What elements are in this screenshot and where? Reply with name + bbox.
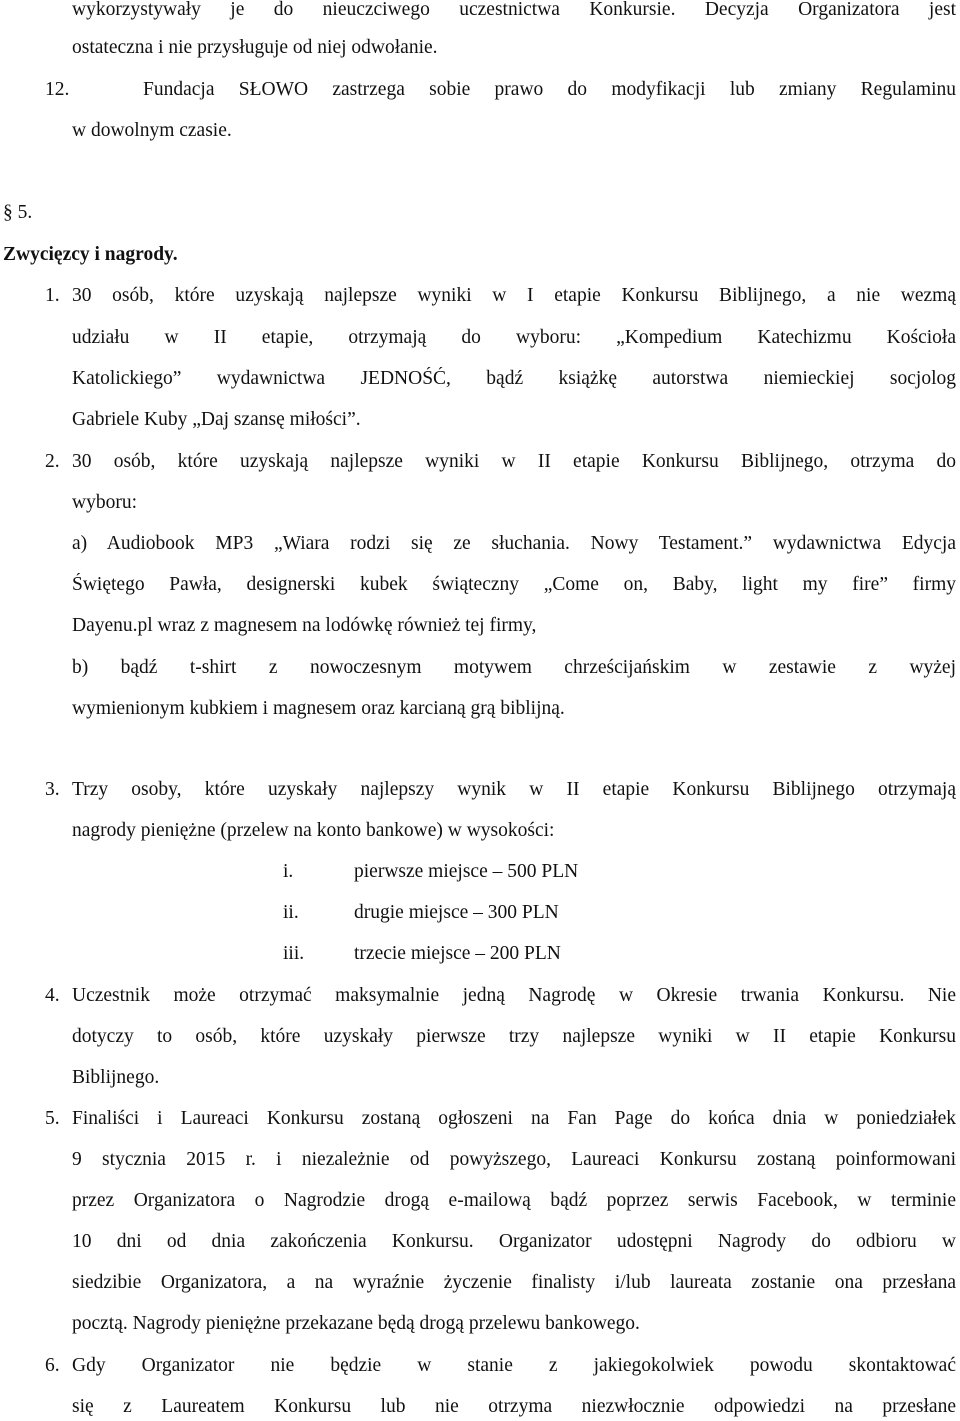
text-line: Fundacja SŁOWO zastrzega sobie prawo do modyfikacji lub zmiany Regulaminu	[143, 79, 956, 100]
text-line: pocztą. Nagrody pieniężne przekazane będą drogą przelewu bankowego.	[72, 1313, 640, 1334]
item-number: 5.	[45, 1108, 60, 1129]
text-line: się z Laureatem Konkursu lub nie otrzyma niezwłocznie odpowiedzi na przesłane	[72, 1396, 956, 1417]
prize-number: i.	[283, 861, 294, 882]
text-line: Katolickiego” wydawnictwa JEDNOŚĆ, bądź książkę autorstwa niemieckiej socjolog	[72, 368, 956, 389]
text-line: 30 osób, które uzyskają najlepsze wyniki w II etapie Konkursu Biblijnego, otrzyma do	[72, 451, 956, 472]
text-line: dotyczy to osób, które uzyskały pierwsze trzy najlepsze wyniki w II etapie Konkursu	[72, 1026, 956, 1047]
text-line: wyboru:	[72, 492, 137, 513]
text-line: 9 stycznia 2015 r. i niezależnie od powyższego, Laureaci Konkursu zostaną poinformowani	[72, 1149, 956, 1170]
prize-number: iii.	[283, 943, 305, 964]
text-line: siedzibie Organizatora, a na wyraźnie życzenie finalisty i/lub laureata zostanie ona przesłana	[72, 1272, 956, 1293]
item-number: 12.	[45, 79, 70, 100]
text-line: w dowolnym czasie.	[72, 120, 232, 141]
text-line: ostateczna i nie przysługuje od niej odwołanie.	[72, 37, 438, 58]
prize-text: drugie miejsce – 300 PLN	[354, 902, 559, 923]
text-line: Dayenu.pl wraz z magnesem na lodówkę również tej firmy,	[72, 615, 537, 636]
prize-text: pierwsze miejsce – 500 PLN	[354, 861, 579, 882]
text-line: a) Audiobook MP3 „Wiara rodzi się ze słuchania. Nowy Testament.” wydawnictwa Edycja	[72, 533, 956, 554]
text-line: Świętego Pawła, designerski kubek świąteczny „Come on, Baby, light my fire” firmy	[72, 574, 956, 595]
item-number: 3.	[45, 779, 60, 800]
text-line: udziału w II etapie, otrzymają do wyboru: „Kompedium Katechizmu Kościoła	[72, 327, 956, 348]
text-line: Gabriele Kuby „Daj szansę miłości”.	[72, 409, 361, 430]
text-line: Gdy Organizator nie będzie w stanie z jakiegokolwiek powodu skontaktować	[72, 1355, 956, 1376]
text-line: wykorzystywały je do nieuczciwego uczestnictwa Konkursie. Decyzja Organizatora jest	[72, 0, 956, 20]
section-title: Zwycięzcy i nagrody.	[3, 244, 178, 265]
item-number: 6.	[45, 1355, 60, 1376]
item-number: 4.	[45, 985, 60, 1006]
text-line: nagrody pieniężne (przelew na konto bankowe) w wysokości:	[72, 820, 555, 841]
text-line: wymienionym kubkiem i magnesem oraz karcianą grą biblijną.	[72, 698, 565, 719]
prize-number: ii.	[283, 902, 299, 923]
item-number: 1.	[45, 285, 60, 306]
text-line: przez Organizatora o Nagrodzie drogą e-mailową bądź poprzez serwis Facebook, w terminie	[72, 1190, 956, 1211]
text-line: b) bądź t-shirt z nowoczesnym motywem chrześcijańskim w zestawie z wyżej	[72, 657, 956, 678]
text-line: Finaliści i Laureaci Konkursu zostaną ogłoszeni na Fan Page do końca dnia w poniedziałek	[72, 1108, 956, 1129]
text-line: Biblijnego.	[72, 1067, 160, 1088]
text-line: Uczestnik może otrzymać maksymalnie jedną Nagrodę w Okresie trwania Konkursu. Nie	[72, 985, 956, 1006]
text-line: 10 dni od dnia zakończenia Konkursu. Organizator udostępni Nagrody do odbioru w	[72, 1231, 956, 1252]
text-line: 30 osób, które uzyskają najlepsze wyniki w I etapie Konkursu Biblijnego, a nie wezmą	[72, 285, 956, 306]
section-number: § 5.	[3, 202, 33, 223]
prize-text: trzecie miejsce – 200 PLN	[354, 943, 561, 964]
item-number: 2.	[45, 451, 60, 472]
text-line: Trzy osoby, które uzyskały najlepszy wynik w II etapie Konkursu Biblijnego otrzymają	[72, 779, 956, 800]
